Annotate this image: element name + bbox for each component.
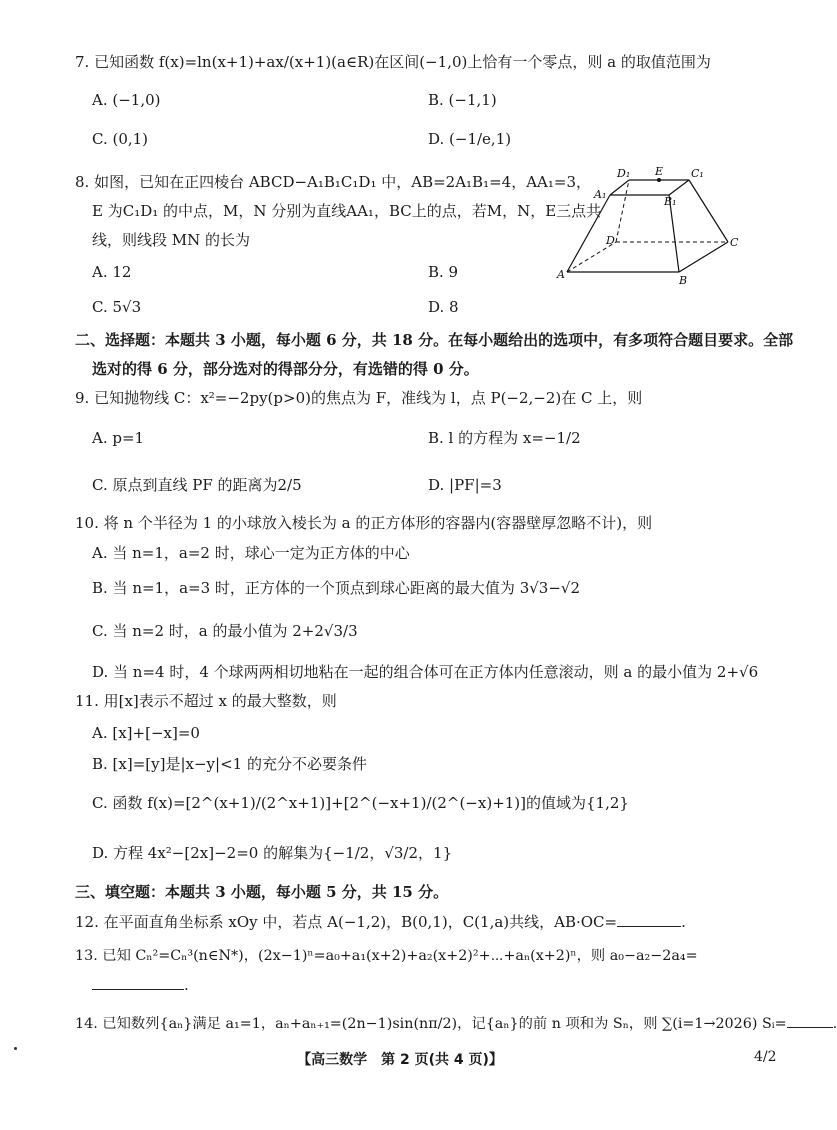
q10-option-d: D. 当 n=4 时，4 个球两两相切地粘在一起的组合体可在正方体内任意滚动，则 a 的最小值为 2+√6 [92, 663, 759, 681]
label-b: B [679, 274, 688, 287]
q8-stem-line3: 线，则线段 MN 的长为 [92, 231, 251, 249]
section2-note: 选对的得 6 分，部分选对的得部分分，有选错的得 0 分。 [92, 360, 479, 378]
q12-stem: 12. 在平面直角坐标系 xOy 中，若点 A(−1,2)，B(0,1)，C(1,a)共线，AB·OC= [75, 913, 618, 931]
page-number: 4/2 [754, 1049, 777, 1065]
q13-answer-blank[interactable] [92, 975, 184, 990]
section3-heading: 三、填空题：本题共 3 小题，每小题 5 分，共 15 分。 [75, 883, 449, 901]
q7-option-d: D. (−1/e,1) [428, 130, 512, 148]
q8-option-a: A. 12 [92, 263, 132, 281]
q14-answer-blank[interactable] [787, 1013, 833, 1028]
q12-stem-row [75, 912, 686, 932]
q11-option-d: D. 方程 4x²−[2x]−2=0 的解集为{−1/2，√3/2，1} [92, 844, 453, 862]
q12-tail: . [681, 913, 686, 931]
q9-option-a: A. p=1 [92, 429, 145, 447]
q7-option-b: B. (−1,1) [428, 91, 497, 109]
q8-stem-line2: E 为C₁D₁ 的中点，M，N 分别为直线AA₁，BC上的点，若M，N，E三点共 [92, 202, 602, 220]
label-a: A [557, 268, 565, 281]
q13-tail: . [184, 976, 189, 994]
label-a1: A₁ [594, 188, 607, 201]
q11-option-b: B. [x]=[y]是|x−y|<1 的充分不必要条件 [92, 755, 367, 773]
section2-heading: 二、选择题：本题共 3 小题，每小题 6 分，共 18 分。在每小题给出的选项中，有多项符合题目要求。全部 [75, 331, 794, 349]
q11-stem: 11. 用[x]表示不超过 x 的最大整数，则 [75, 692, 337, 710]
q7-option-a: A. (−1,0) [92, 91, 161, 109]
q11-option-a: A. [x]+[−x]=0 [92, 724, 200, 742]
q14-stem-row [75, 1013, 837, 1034]
q14-tail: . [832, 1016, 837, 1032]
label-c1: C₁ [691, 167, 704, 180]
label-e: E [655, 165, 664, 178]
q9-option-d: D. |PF|=3 [428, 476, 502, 494]
q9-option-b: B. l 的方程为 x=−1/2 [428, 429, 581, 447]
q7-option-c: C. (0,1) [92, 130, 149, 148]
q9-stem: 9. 已知抛物线 C：x²=−2py(p>0)的焦点为 F，准线为 l，点 P(−2,−2)在 C 上，则 [75, 389, 643, 407]
q14-stem: 14. 已知数列{aₙ}满足 a₁=1，aₙ+aₙ₊₁=(2n−1)sin(nπ/2)，记{aₙ}的前 n 项和为 Sₙ，则 ∑(i=1→2026) Sᵢ= [75, 1016, 787, 1032]
q11-option-c: C. 函数 f(x)=[2^(x+1)/(2^x+1)]+[2^(−x+1)/(2^(−x)+1)]的值域为{1,2} [92, 794, 629, 812]
frustum-figure [552, 164, 742, 286]
q10-option-b: B. 当 n=1，a=3 时，正方体的一个顶点到球心距离的最大值为 3√3−√2 [92, 579, 581, 597]
q13-stem: 13. 已知 Cₙ²=Cₙ³(n∈N*)，(2x−1)ⁿ=a₀+a₁(x+2)+a₂(x+2)²+⋯+aₙ(x+2)ⁿ，则 a₀−a₂−2a₄= [75, 948, 698, 964]
q8-option-d: D. 8 [428, 298, 459, 316]
label-d: D [606, 234, 615, 247]
q8-option-c: C. 5√3 [92, 298, 142, 316]
q9-option-c: C. 原点到直线 PF 的距离为2/5 [92, 476, 302, 494]
q10-option-a: A. 当 n=1，a=2 时，球心一定为正方体的中心 [92, 544, 410, 562]
point-e-marker [657, 178, 661, 182]
label-c: C [730, 236, 739, 249]
q8-option-b: B. 9 [428, 263, 459, 281]
label-b1: B₁ [664, 195, 677, 208]
q13-answer-row [92, 975, 189, 995]
q10-option-c: C. 当 n=2 时，a 的最小值为 2+2√3/3 [92, 622, 358, 640]
q10-stem: 10. 将 n 个半径为 1 的小球放入棱长为 a 的正方体形的容器内(容器壁厚忽略不计)，则 [75, 514, 653, 532]
label-d1: D₁ [617, 167, 631, 180]
q12-answer-blank[interactable] [617, 912, 681, 927]
page-footer: 【高三数学 第 2 页(共 4 页)】 [297, 1052, 503, 1068]
q7-stem: 7. 已知函数 f(x)=ln(x+1)+ax/(x+1)(a∈R)在区间(−1,0)上恰有一个零点，则 a 的取值范围为 [75, 53, 711, 71]
q8-stem-line1: 8. 如图，已知在正四棱台 ABCD−A₁B₁C₁D₁ 中，AB=2A₁B₁=4，AA₁=3， [75, 173, 591, 191]
